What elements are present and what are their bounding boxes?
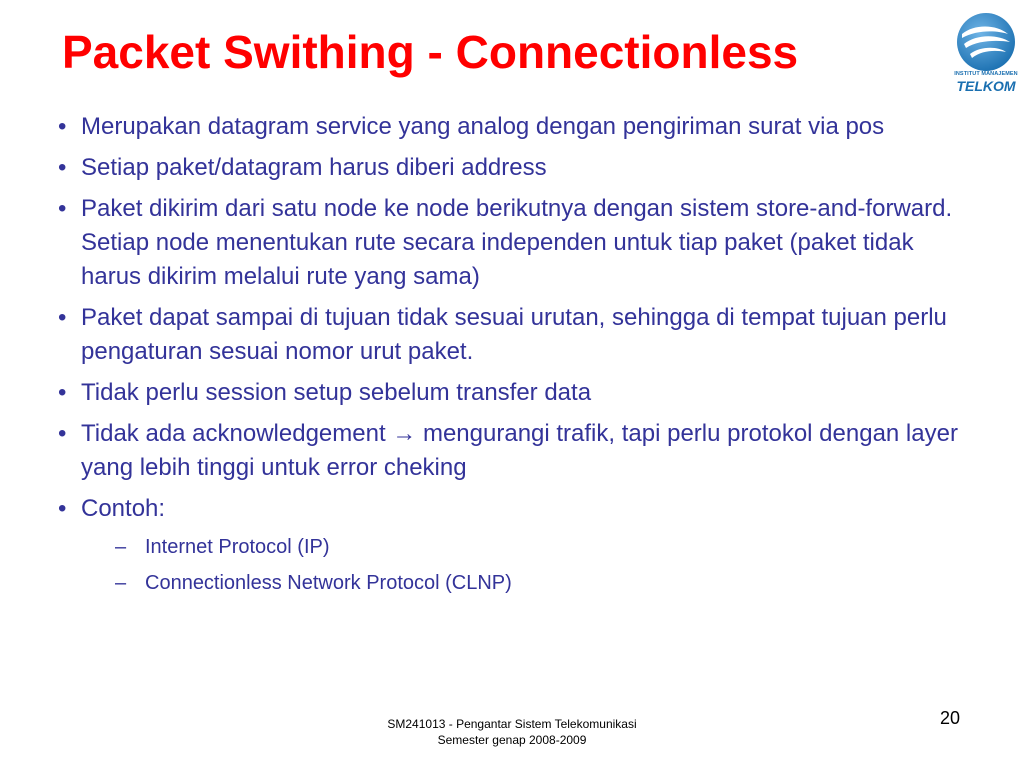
bullet-marker: •: [58, 495, 67, 522]
bullet-item: [58, 301, 958, 369]
sub-item-text: Internet Protocol (IP): [145, 536, 330, 558]
logo-caption: [950, 72, 1022, 93]
sub-item-text: Connectionless Network Protocol (CLNP): [145, 572, 512, 594]
bullet-marker: •: [58, 420, 67, 447]
bullet-text: Contoh:: [81, 495, 166, 522]
footer-semester: Semester genap 2008-2009: [437, 733, 587, 747]
page-number: 20: [939, 708, 960, 728]
slide-title: Packet Swithing - Connectionless: [62, 26, 799, 78]
bullet-marker: •: [58, 195, 67, 222]
bullet-item: [58, 376, 958, 410]
bullet-text: Tidak perlu session setup sebelum transfer data: [81, 379, 592, 406]
bullet-item: [58, 192, 958, 294]
bullet-text: Paket dikirim dari satu node ke node berikutnya dengan sistem store-and-forward. Setiap node menentukan rute secara independen untuk tiap paket (paket tidak harus dikirim melalui rute yang sama): [81, 195, 953, 290]
footer-course: SM241013 - Pengantar Sistem Telekomunikasi: [387, 717, 637, 731]
logo-text-telkom: TELKOM: [956, 77, 1016, 94]
bullet-text-after-arrow: mengurangi trafik, tapi perlu protokol dengan layer yang lebih tinggi untuk error cheking: [81, 420, 958, 481]
bullet-marker: •: [58, 379, 67, 406]
bullet-item: [58, 492, 958, 526]
sub-item-marker: –: [115, 572, 127, 594]
bullet-text: Paket dapat sampai di tujuan tidak sesuai urutan, sehingga di tempat tujuan perlu pengaturan sesuai nomor urut paket.: [81, 304, 947, 365]
bullet-item: [58, 110, 958, 144]
bullet-item: [58, 151, 958, 185]
bullet-marker: •: [58, 304, 67, 331]
logo-text-institut: INSTITUT MANAJEMEN: [954, 71, 1018, 77]
bullet-text: Setiap paket/datagram harus diberi address: [81, 154, 547, 181]
arrow-right-icon: →: [392, 420, 417, 447]
bullet-text: Merupakan datagram service yang analog dengan pengiriman surat via pos: [81, 113, 885, 140]
sub-item-marker: –: [115, 536, 127, 558]
bullet-item: [58, 417, 958, 485]
bullet-marker: •: [58, 113, 67, 140]
bullet-marker: •: [58, 154, 67, 181]
sub-item: [58, 569, 958, 597]
bullet-list: [58, 110, 958, 605]
bullet-text-before-arrow: Tidak ada acknowledgement: [81, 420, 393, 447]
slide-footer: [312, 716, 712, 748]
sub-item: [58, 533, 958, 561]
